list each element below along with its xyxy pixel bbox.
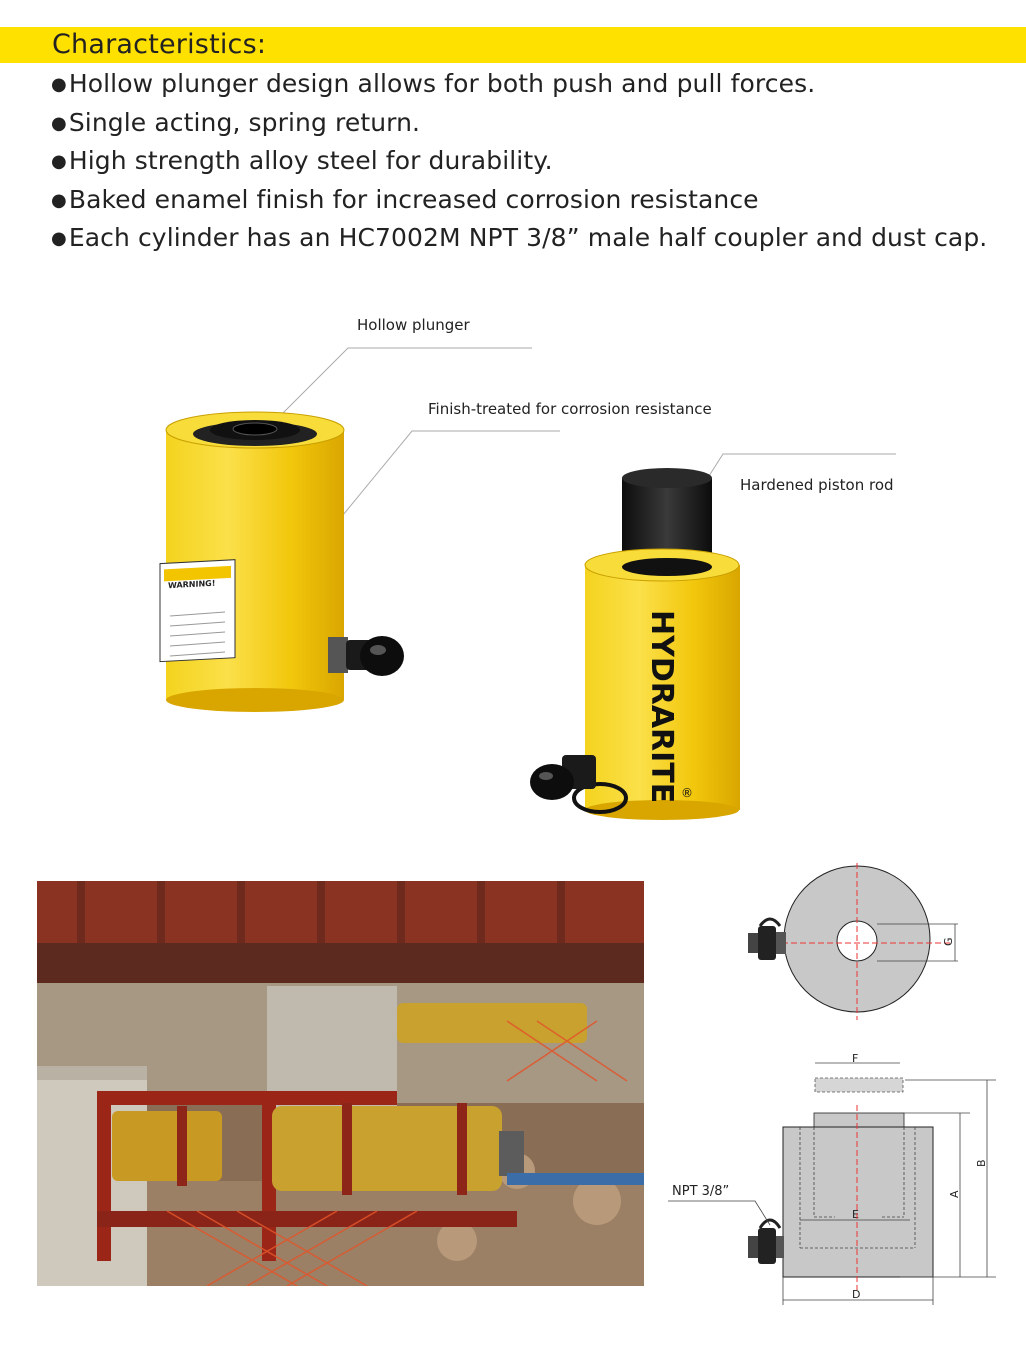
registered-mark: ® bbox=[681, 786, 693, 800]
port-label: NPT 3/8” bbox=[672, 1184, 730, 1199]
coupler-icon bbox=[748, 1220, 784, 1264]
bullet-icon: ● bbox=[51, 228, 67, 249]
coupler-dust-cap-icon bbox=[328, 636, 404, 676]
feature-text: Hollow plunger design allows for both push and pull forces. bbox=[68, 69, 816, 98]
top-view bbox=[748, 863, 958, 1020]
callout-finish-treated: Finish-treated for corrosion resistance bbox=[428, 400, 712, 418]
feature-item bbox=[51, 66, 987, 105]
side-view bbox=[668, 1052, 996, 1305]
feature-list bbox=[51, 66, 987, 259]
feature-item bbox=[51, 105, 987, 144]
callout-hardened-rod: Hardened piston rod bbox=[740, 476, 894, 494]
dimension-d-label: D bbox=[852, 1288, 861, 1301]
feature-text: Each cylinder has an HC7002M NPT 3/8” male half coupler and dust cap. bbox=[68, 223, 988, 252]
dimension-g-label: G bbox=[942, 937, 955, 946]
dimension-e-label: E bbox=[852, 1208, 859, 1221]
dimension-f-label: F bbox=[852, 1052, 859, 1065]
hollow-cylinder-left bbox=[160, 412, 404, 712]
product-illustration bbox=[0, 300, 1026, 840]
feature-item bbox=[51, 220, 987, 259]
callout-leader-lines bbox=[268, 348, 896, 543]
coupler-icon bbox=[748, 919, 786, 960]
warning-label-text: WARNING! bbox=[168, 578, 216, 591]
feature-text: Baked enamel finish for increased corrosion resistance bbox=[68, 184, 759, 214]
brand-logo: HYDRARITE bbox=[644, 610, 679, 804]
bullet-icon: ● bbox=[51, 151, 67, 172]
feature-item bbox=[51, 182, 987, 221]
feature-item bbox=[51, 143, 987, 182]
feature-text: High strength alloy steel for durability. bbox=[68, 146, 553, 175]
dimension-a-label: A bbox=[948, 1190, 961, 1198]
bullet-icon: ● bbox=[51, 189, 67, 211]
callout-hollow-plunger: Hollow plunger bbox=[357, 316, 470, 334]
feature-text: Single acting, spring return. bbox=[68, 107, 421, 137]
technical-drawing bbox=[660, 860, 1026, 1310]
bullet-icon: ● bbox=[51, 112, 67, 134]
field-application-photo bbox=[37, 881, 644, 1286]
page-title: Characteristics: bbox=[52, 29, 267, 60]
warning-label bbox=[160, 560, 235, 662]
dimension-b-label: B bbox=[975, 1159, 988, 1167]
bullet-icon: ● bbox=[51, 74, 67, 95]
piston-cylinder-right bbox=[530, 468, 740, 820]
